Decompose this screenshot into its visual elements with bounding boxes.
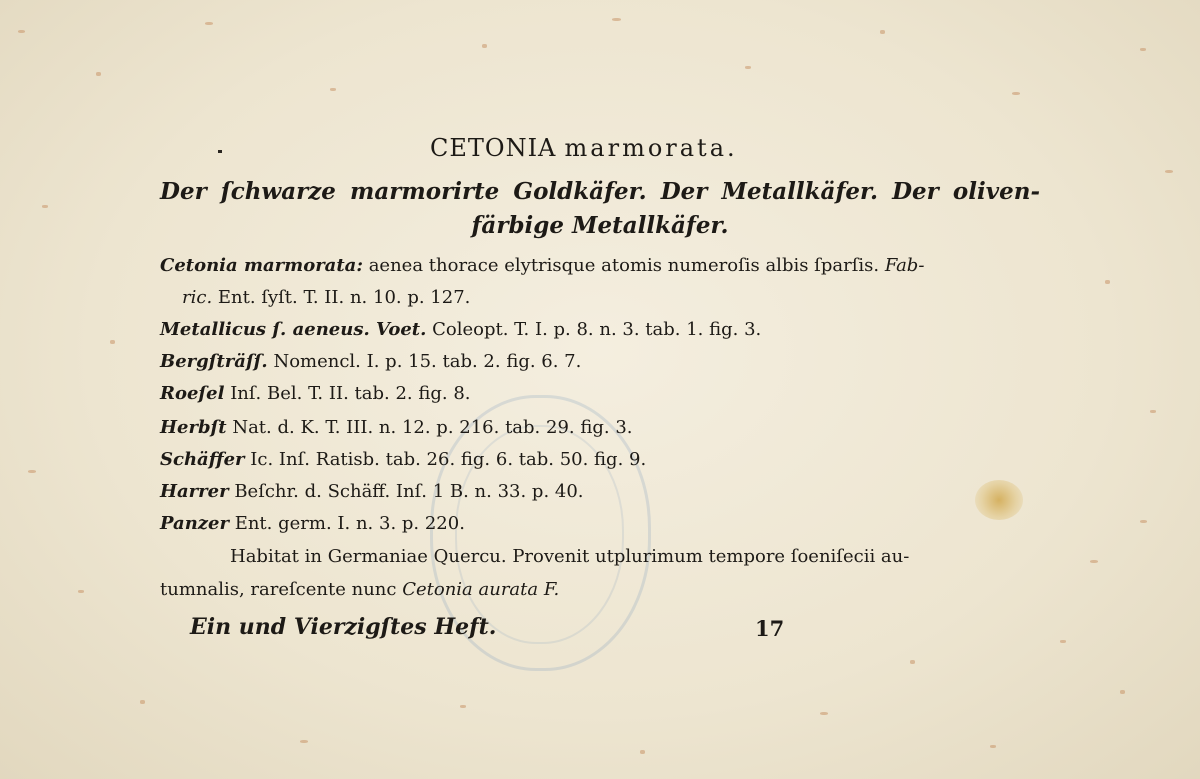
paper-fleck <box>1105 280 1110 284</box>
paper-fleck <box>1012 92 1020 95</box>
paper-fleck <box>205 22 213 25</box>
reference-line <box>182 284 470 312</box>
reference-line <box>160 414 633 442</box>
reference-text: Ent. ſyſt. T. II. n. 10. p. 127. <box>217 287 471 308</box>
habitat-text <box>160 576 559 604</box>
reference-line <box>160 478 584 506</box>
reference-line <box>160 446 646 474</box>
foxing-stain <box>975 480 1023 520</box>
paper-fleck <box>1090 560 1098 563</box>
page-number: 17 <box>755 616 785 641</box>
reference-author: Cetonia marmorata: <box>160 255 363 276</box>
paper-fleck <box>18 30 25 33</box>
reference-line <box>160 252 924 280</box>
species-title <box>430 134 738 162</box>
reference-line <box>160 316 761 344</box>
paper-fleck <box>140 700 145 704</box>
paper-fleck <box>330 88 336 91</box>
paper-fleck <box>1140 520 1147 523</box>
reference-author: Panzer <box>160 513 229 534</box>
paper-fleck <box>1165 170 1173 173</box>
reference-text: Nomencl. I. p. 15. tab. 2. fig. 6. 7. <box>273 351 582 372</box>
paper-fleck <box>460 705 466 708</box>
reference-author: Metallicus ſ. aeneus. Voet. <box>160 319 427 340</box>
reference-text: Ic. Inſ. Ratisb. tab. 26. fig. 6. tab. 50. fig. 9. <box>250 449 647 470</box>
reference-line <box>160 348 581 376</box>
paper-fleck <box>990 745 996 748</box>
habitat-line-2: tumnalis, rareſcente nunc <box>160 579 397 600</box>
paper-fleck <box>482 44 487 48</box>
paper-fleck <box>880 30 885 34</box>
issue-signature: Ein und Vierzigſtes Heft. <box>190 614 497 640</box>
reference-author: Schäffer <box>160 449 245 470</box>
reference-text: Ent. germ. I. n. 3. p. 220. <box>234 513 465 534</box>
reference-text: Beſchr. d. Schäff. Inſ. 1 B. n. 33. p. 40. <box>234 481 584 502</box>
reference-author: Herbſt <box>160 417 227 438</box>
reference-author: ric. <box>182 287 213 308</box>
reference-line <box>160 380 471 408</box>
german-common-names: Der ſchwarze marmorirte Goldkäfer. Der Metallkäfer. Der oliven-färbige Metallkäfer. <box>160 178 1040 239</box>
reference-author: Bergſträſſ. <box>160 351 268 372</box>
paper-fleck <box>1150 410 1156 413</box>
reference-author: Roeſel <box>160 383 225 404</box>
paper-fleck <box>96 72 101 76</box>
genus-name: CETONIA <box>430 134 557 162</box>
reference-author: Harrer <box>160 481 229 502</box>
paper-fleck <box>1120 690 1125 694</box>
reference-line <box>160 510 465 538</box>
reference-author: Fab- <box>884 255 925 276</box>
reference-text: Inſ. Bel. T. II. tab. 2. fig. 8. <box>230 383 471 404</box>
habitat-line-1: Habitat in Germaniae Quercu. Provenit utplurimum tempore ſoeniſecii au- <box>230 546 910 567</box>
reference-text: Nat. d. K. T. III. n. 12. p. 216. tab. 29. fig. 3. <box>232 417 633 438</box>
paper-fleck <box>612 18 621 21</box>
paper-fleck <box>745 66 751 69</box>
paper-fleck <box>300 740 308 743</box>
habitat-text <box>230 543 909 571</box>
paper-fleck <box>1060 640 1066 643</box>
habitat-species: Cetonia aurata F. <box>402 579 560 600</box>
paper-fleck <box>42 205 48 208</box>
paper-fleck <box>28 470 36 473</box>
reference-text: aenea thorace elytrisque atomis numeroſis albis ſparſis. <box>368 255 880 276</box>
paper-fleck <box>640 750 645 754</box>
paper-fleck <box>110 340 115 344</box>
paper-fleck <box>78 590 84 593</box>
ink-dot <box>218 150 222 153</box>
reference-text: Coleopt. T. I. p. 8. n. 3. tab. 1. fig. 3. <box>432 319 762 340</box>
species-name: marmorata. <box>564 134 738 162</box>
paper-fleck <box>820 712 828 715</box>
paper-fleck <box>1140 48 1146 51</box>
paper-fleck <box>910 660 915 664</box>
